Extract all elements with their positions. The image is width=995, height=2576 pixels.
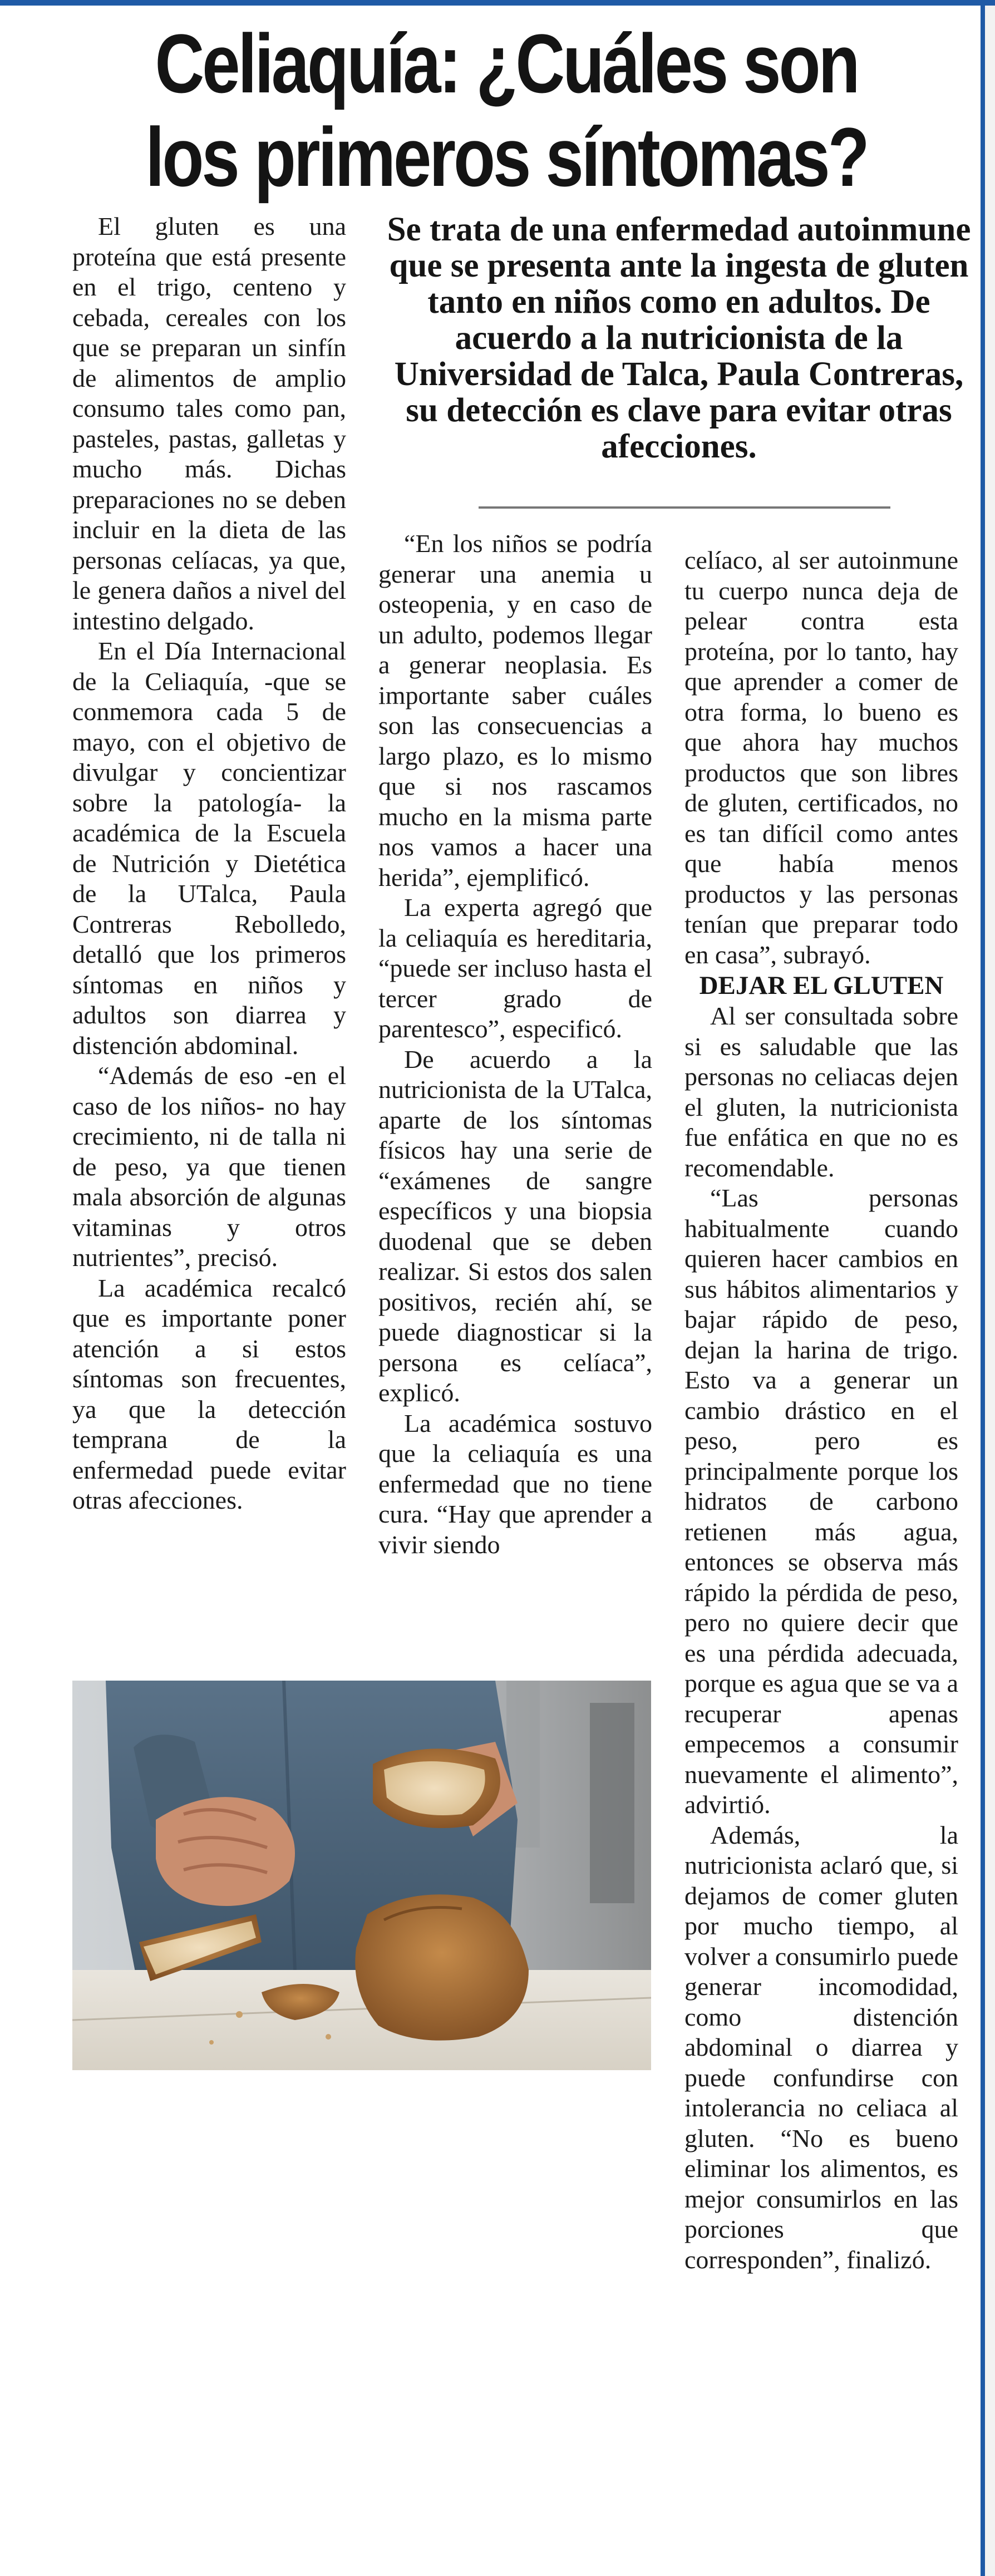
headline: Celiaquía: ¿Cuáles son los primeros síntomas?: [145, 17, 868, 204]
article-photo: [72, 1681, 651, 2070]
paragraph: Además, la nutricionista aclaró que, si dejamos de comer gluten por mucho tiempo, al volver a consumirlo puede generar incomodidad, como distención abdominal o diarrea y puede confundirse con intolerancia no celiaca al gluten. “No es bueno eliminar los alimentos, es mejor consumirlos en las porciones que corresponden”, finalizó.: [684, 1820, 958, 2274]
paragraph: La experta agregó que la celiaquía es hereditaria, “puede ser incluso hasta el tercer grado de parentesco”, especificó.: [378, 893, 652, 1043]
page-edge-strip: [985, 6, 995, 2576]
paragraph: La académica recalcó que es importante poner atención a si estos síntomas son frecuentes, ya que la detección temprana de la enfermedad puede evitar otras afecciones.: [72, 1273, 346, 1514]
top-color-bar: [0, 0, 995, 6]
paragraph: De acuerdo a la nutricionista de la UTalca, aparte de los síntomas físicos hay una serie de “exámenes de sangre específicos y una biopsia duodenal que se deben realizar. Si estos dos salen positivos, recién ahí, se puede diagnosticar si la persona es celíaca”, explicó.: [378, 1045, 652, 1407]
article-deck: Se trata de una enfermedad autoinmune que se presenta ante la ingesta de gluten tanto en niños como en adultos. De acuerdo a la nutricionista de la Universidad de Talca, Paula Contreras, su detección es clave para evitar otras afecciones.: [387, 211, 971, 465]
section-subhead: DEJAR EL GLUTEN: [699, 971, 944, 1000]
paragraph: Al ser consultada sobre si es saludable que las personas no celiacas dejen el gluten, la nutricionista fue enfática en que no es recomendable.: [684, 1002, 958, 1182]
column-2: [378, 529, 652, 1560]
paragraph: En el Día Internacional de la Celiaquía, -que se conmemora cada 5 de mayo, con el objetivo de divulgar y concientizar sobre la patología- la académica de la Escuela de Nutrición y Dietética de la UTalca, Paula Contreras Rebolledo, detalló que los primeros síntomas en niños y adultos son diarrea y distención abdominal.: [72, 637, 346, 1060]
paragraph-continued: celíaco, al ser autoinmune tu cuerpo nunca deja de pelear contra esta proteína, por lo tanto, hay que aprender a comer de otra forma, lo bueno es que ahora hay muchos productos que son libres de gluten, certificados, no es tan difícil como antes que había menos productos y las personas tenían que preparar todo en casa”, subrayó.: [684, 546, 958, 969]
bread-stomach-photo: [72, 1681, 651, 2070]
paragraph: El gluten es una proteína que está presente en el trigo, centeno y cebada, cereales con los que se preparan un sinfín de alimentos de amplio consumo tales como pan, pasteles, pastas, galletas y mucho más. Dichas preparaciones no se deben incluir en la dieta de las personas celíacas, ya que, le genera daños a nivel del intestino delgado.: [72, 212, 346, 635]
paragraph: La académica sostuvo que la celiaquía es una enfermedad que no tiene cura. “Hay que aprender a vivir siendo: [378, 1408, 652, 1559]
page-edge-rule: [981, 0, 985, 2576]
deck-divider: [479, 506, 890, 509]
column-1: [72, 211, 346, 1516]
paragraph: “Además de eso -en el caso de los niños- no hay crecimiento, ni de talla ni de peso, ya que tienen mala absorción de algunas vitaminas y otros nutrientes”, precisó.: [72, 1061, 346, 1272]
paragraph: “En los niños se podría generar una anemia u osteopenia, y en caso de un adulto, podemos llegar a generar neoplasia. Es importante saber cuáles son las consecuencias a largo plazo, es lo mismo que si nos rascamos mucho en la misma parte nos vamos a hacer una herida”, ejemplificó.: [378, 529, 652, 891]
paragraph: “Las personas habitualmente cuando quieren hacer cambios en sus hábitos alimentarios y bajar rápido de peso, dejan la harina de trigo. Esto va a generar un cambio drástico en el peso, pero es principalmente porque los hidratos de carbono retienen más agua, entonces se observa más rápido la pérdida de peso, pero no quiere decir que es una pérdida adecuada, porque es agua que se va a recuperar apenas empecemos a consumir nuevamente el alimento”, advirtió.: [684, 1184, 958, 1819]
column-3: [684, 545, 958, 2275]
